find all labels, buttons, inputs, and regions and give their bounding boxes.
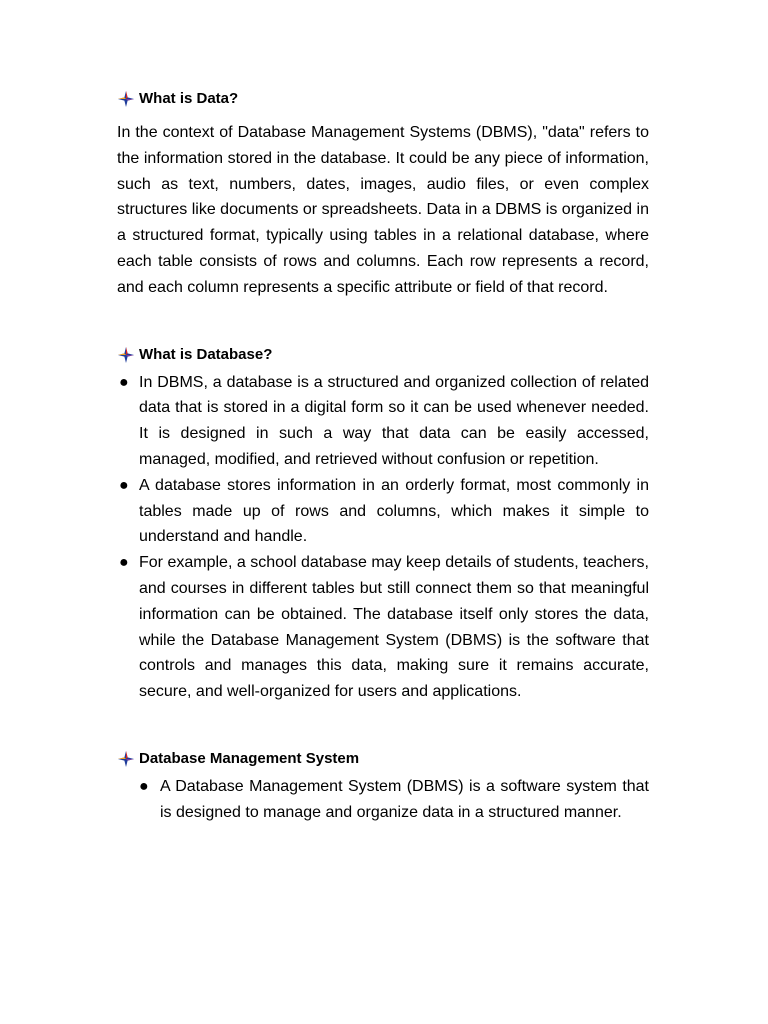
bullet-list: [117, 370, 649, 705]
section-heading-what-is-data: [117, 88, 649, 110]
list-item: [117, 473, 649, 550]
bullet-list: [117, 774, 649, 826]
four-point-star-icon: [117, 90, 135, 108]
section-heading-text: What is Database?: [139, 345, 273, 363]
list-item-text: A database stores information in an orderly format, most commonly in tables made up of rows and columns, which makes it simple to understand and handle.: [139, 476, 649, 546]
section-paragraph: In the context of Database Management Systems (DBMS), "data" refers to the information stored in the database. It could be any piece of information, such as text, numbers, dates, images, audio files, or even complex structures like documents or spreadsheets. Data in a DBMS is organized in a structured format, typically using tables in a relational database, where each table consists of rows and columns. Each row represents a record, and each column represents a specific attribute or field of that record.: [117, 124, 649, 296]
list-item-text: A Database Management System (DBMS) is a software system that is designed to manage and organize data in a structured manner.: [160, 777, 649, 821]
bullet-icon: ●: [119, 554, 129, 572]
list-item-text: For example, a school database may keep details of students, teachers, and courses in different tables but still connect them so that meaningful information can be obtained. The database itself only stores the data, while the Database Management System (DBMS) is the software that controls and manages this data, making sure it remains accurate, secure, and well-organized for users and applications.: [139, 554, 649, 701]
list-item: [117, 370, 649, 473]
document-page: [117, 88, 649, 826]
four-point-star-icon: [117, 346, 135, 364]
four-point-star-icon: [117, 750, 135, 768]
bullet-icon: ●: [139, 777, 149, 795]
list-item-text: In DBMS, a database is a structured and organized collection of related data that is stored in a digital form so it can be used whenever needed. It is designed in such a way that data can be easily accessed, managed, modified, and retrieved without confusion or repetition.: [139, 373, 649, 468]
section-heading-database-management-system: [117, 748, 649, 770]
bullet-icon: ●: [119, 476, 129, 494]
list-item: [117, 774, 649, 826]
section-heading-what-is-database: [117, 344, 649, 366]
list-item: [117, 550, 649, 705]
section-heading-text: Database Management System: [139, 749, 360, 767]
bullet-icon: ●: [119, 373, 129, 391]
section-heading-text: What is Data?: [139, 90, 239, 107]
